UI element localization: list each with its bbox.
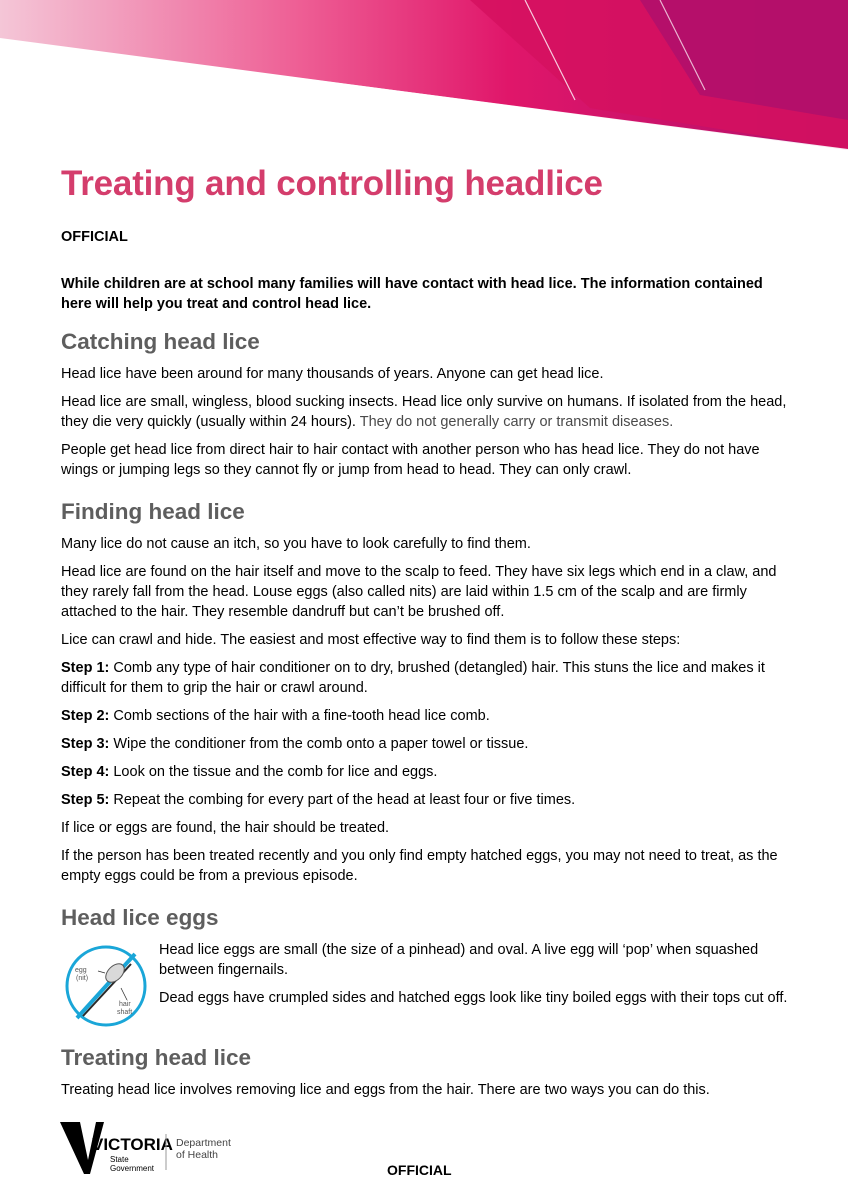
step-text: Wipe the conditioner from the comb onto a paper towel or tissue. — [109, 736, 529, 752]
step-text: Repeat the combing for every part of the head at least four or five times. — [109, 792, 576, 808]
heading-head-lice-eggs: Head lice eggs — [61, 905, 219, 930]
heading-catching-head-lice: Catching head lice — [61, 329, 260, 354]
step-label: Step 4: — [61, 764, 110, 780]
step-label: Step 3: — [61, 736, 110, 752]
step-item — [61, 734, 791, 754]
finding-paragraph-1: Many lice do not cause an itch, so you have to look carefully to find them. — [61, 536, 531, 552]
catching-paragraph-2 — [61, 392, 791, 432]
finding-paragraph-5: If the person has been treated recently and you only find empty hatched eggs, you may not need to treat, as the empty eggs could be from a previous episode. — [61, 848, 778, 884]
step-label: Step 5: — [61, 792, 110, 808]
victoria-government-logo — [58, 1120, 258, 1176]
step-text: Comb sections of the hair with a fine-tooth head lice comb. — [109, 708, 490, 724]
nit-label: (nit) — [76, 975, 89, 982]
catching-paragraph-3: People get head lice from direct hair to hair contact with another person who has head lice. They do not have wings or jumping legs so they cannot fly or jump from head to head. They can only crawl. — [61, 442, 760, 478]
eggs-section — [61, 940, 791, 1028]
step-text: Look on the tissue and the comb for lice and eggs. — [109, 764, 438, 780]
heading-treating-head-lice: Treating head lice — [61, 1045, 252, 1070]
logo-government-text: Government — [110, 1164, 155, 1173]
heading-finding-head-lice: Finding head lice — [61, 499, 245, 524]
finding-paragraph-3: Lice can crawl and hide. The easiest and most effective way to find them is to follow these steps: — [61, 632, 681, 648]
step-item — [61, 762, 791, 782]
logo-state-text: State — [110, 1155, 129, 1164]
header-banner — [0, 0, 848, 160]
eggs-text — [159, 940, 791, 1008]
shaft-label: shaft — [117, 1009, 133, 1016]
treating-paragraph-1: Treating head lice involves removing lice and eggs from the hair. There are two ways you can do this. — [61, 1082, 710, 1098]
department-line-1: Department — [176, 1137, 231, 1149]
egg-label: egg — [75, 967, 87, 974]
step-item — [61, 706, 791, 726]
catching-paragraph-2-note: They do not generally carry or transmit diseases. — [355, 414, 674, 430]
catching-paragraph-1: Head lice have been around for many thousands of years. Anyone can get head lice. — [61, 366, 604, 382]
step-label: Step 2: — [61, 708, 110, 724]
step-item — [61, 658, 791, 698]
classification-label-bottom: OFFICIAL — [387, 1162, 452, 1178]
catching-paragraph-2-main: Head lice are small, wingless, blood sucking insects. Head lice only survive on humans. If isolated from the head, they die very quickly (usually within 24 hours). — [61, 394, 787, 430]
head-lice-egg-illustration — [61, 944, 151, 1028]
hair-label: hair — [119, 1001, 131, 1008]
document-body — [61, 274, 791, 1100]
logo-victoria-text: VICTORIA — [92, 1135, 173, 1154]
eggs-paragraph-2: Dead eggs have crumpled sides and hatched eggs look like tiny boiled eggs with their tops cut off. — [159, 990, 788, 1006]
finding-paragraph-2: Head lice are found on the hair itself and move to the scalp to feed. They have six legs which end in a claw, and they rarely fall from the head. Louse eggs (also called nits) are laid within 1.5 cm of the scalp and are firmly attached to the hair. They resemble dandruff but can’t be brushed off. — [61, 564, 777, 620]
finding-paragraph-4: If lice or eggs are found, the hair should be treated. — [61, 820, 390, 836]
intro-paragraph: While children are at school many families will have contact with head lice. The information contained here will help you treat and control head lice. — [61, 276, 763, 312]
classification-label-top: OFFICIAL — [61, 229, 128, 245]
department-line-2: of Health — [176, 1149, 219, 1161]
eggs-paragraph-1: Head lice eggs are small (the size of a pinhead) and oval. A live egg will ‘pop’ when squashed between fingernails. — [159, 942, 759, 978]
step-item — [61, 790, 791, 810]
page-title: Treating and controlling headlice — [61, 164, 603, 203]
step-label: Step 1: — [61, 660, 110, 676]
step-text: Comb any type of hair conditioner on to dry, brushed (detangled) hair. This stuns the lice and makes it difficult for them to grip the hair or crawl around. — [61, 660, 765, 696]
